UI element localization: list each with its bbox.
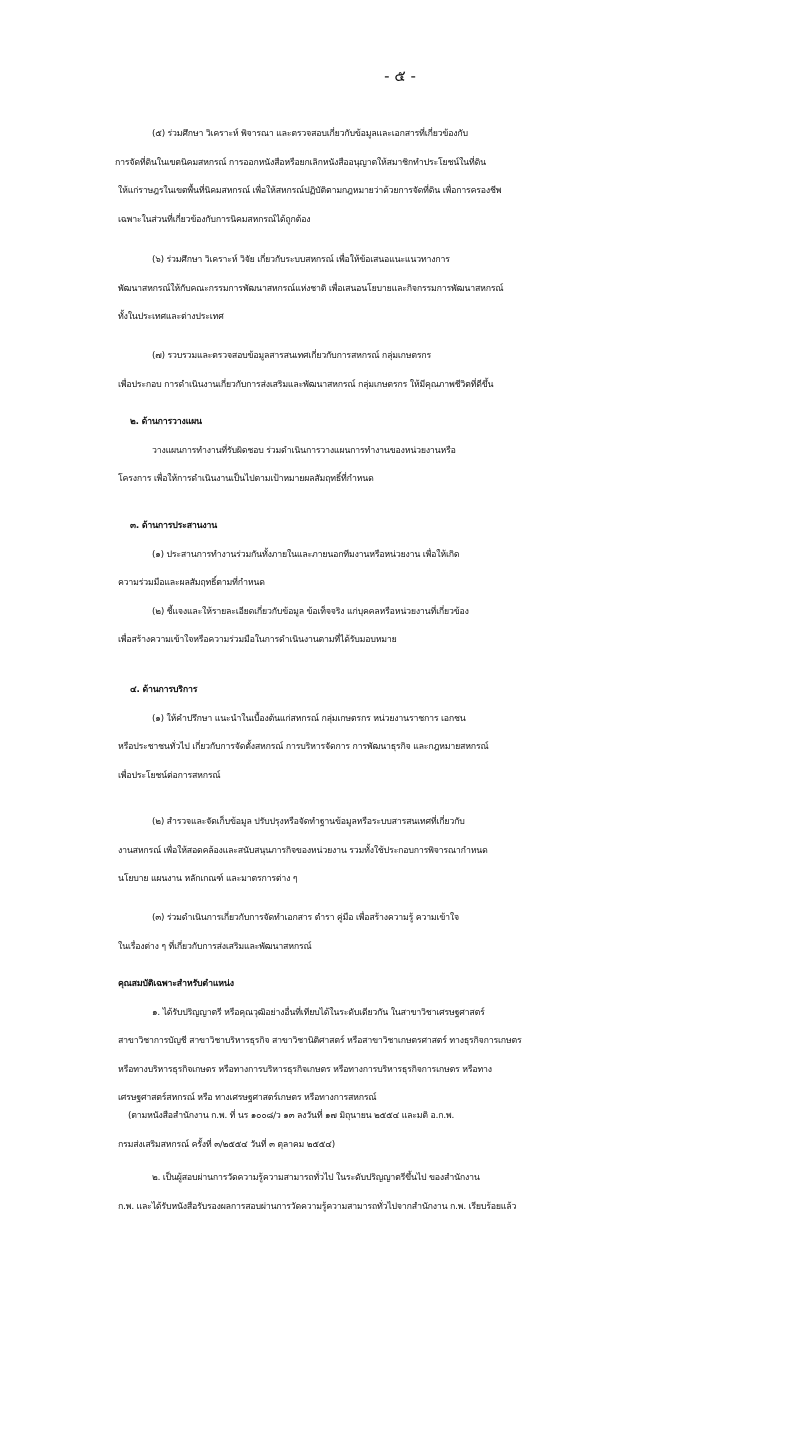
- text-line: เพื่อประกอบ การดำเนินงานเกี่ยวกับการส่งเสริมและพัฒนาสหกรณ์ กลุ่มเกษตรกร ให้มีคุณภาพชีวิตที่ดีขึ้น: [118, 379, 494, 390]
- text-line: โครงการ เพื่อให้การดำเนินงานเป็นไปตามเป้าหมายผลสัมฤทธิ์ที่กำหนด: [118, 474, 374, 484]
- qualifications-item-2: [118, 1164, 798, 1221]
- text-line: (๒) สำรวจและจัดเก็บข้อมูล ปรับปรุงหรือจัดทำฐานข้อมูลหรือระบบสารสนเทศที่เกี่ยวกับ: [152, 817, 465, 827]
- text-line: ในเรื่องต่าง ๆ ที่เกี่ยวกับการส่งเสริมและพัฒนาสหกรณ์: [118, 941, 312, 952]
- text-line: (๑) ให้คำปรึกษา แนะนำในเบื้องต้นแก่สหกรณ์ กลุ่มเกษตรกร หน่วยงานราชการ เอกชน: [152, 713, 466, 724]
- text-line: (๖) ร่วมศึกษา วิเคราะห์ วิจัย เกี่ยวกับระบบสหกรณ์ เพื่อให้ข้อเสนอแนะแนวทางการ: [152, 255, 450, 265]
- text-line: (๒) ชี้แจงและให้รายละเอียดเกี่ยวกับข้อมูล ข้อเท็จจริง แก่บุคคลหรือหน่วยงานที่เกี่ยวข้อง: [152, 606, 469, 617]
- text-line: สาขาวิชาการบัญชี สาขาวิชาบริหารธุรกิจ สาขาวิชานิติศาสตร์ หรือสาขาวิชาเกษตรศาสตร์ ทางธุรกิจการเกษตร: [118, 1036, 522, 1046]
- text-line: (๗) รวบรวมและตรวจสอบข้อมูลสารสนเทศเกี่ยวกับการสหกรณ์ กลุ่มเกษตรกร: [152, 351, 432, 361]
- text-line: หรือประชาชนทั่วไป เกี่ยวกับการจัดตั้งสหกรณ์ การบริหารจัดการ การพัฒนาธุรกิจ และกฎหมายสหกรณ์: [118, 742, 489, 752]
- research-item-5: [115, 120, 798, 234]
- text-line: (ตามหนังสือสำนักงาน ก.พ. ที่ นร ๑๐๐๘/ว ๑๓ ลงวันที่ ๑๗ มิถุนายน ๒๕๕๔ และมติ อ.ก.พ.: [128, 1111, 455, 1121]
- text-line: ทั้งในประเทศและต่างประเทศ: [118, 312, 224, 322]
- qualifications-reference: [118, 1102, 798, 1159]
- coordination-section: [118, 512, 798, 655]
- qualifications-section: [118, 970, 798, 1113]
- text-line: ให้แก่ราษฎรในเขตพื้นที่นิคมสหกรณ์ เพื่อให้สหกรณ์ปฏิบัติตามกฎหมายว่าด้วยการจัดที่ดิน เพื่อการครองชีพ: [118, 186, 502, 196]
- text-line: เศรษฐศาสตร์สหกรณ์ หรือ ทางเศรษฐศาสตร์เกษตร หรือทางการสหกรณ์: [118, 1093, 377, 1103]
- planning-section: [118, 408, 798, 494]
- section-heading: ๒. ด้านการวางแผน: [130, 417, 202, 427]
- text-line: เฉพาะในส่วนที่เกี่ยวข้องกับการนิคมสหกรณ์ได้ถูกต้อง: [118, 214, 311, 225]
- text-line: ก.พ. และได้รับหนังสือรับรองผลการสอบผ่านการวัดความรู้ความสามารถทั่วไปจากสำนักงาน ก.พ. เรียบร้อยแล้ว: [118, 1201, 517, 1212]
- text-line: การจัดที่ดินในเขตนิคมสหกรณ์ การออกหนังสือหรือยกเลิกหนังสืออนุญาตให้สมาชิกทำประโยชน์ในที่ดิน: [115, 157, 486, 168]
- research-item-6: [118, 246, 798, 332]
- section-heading: ๓. ด้านการประสานงาน: [130, 521, 218, 531]
- text-line: หรือทางบริหารธุรกิจเกษตร หรือทางการบริหารธุรกิจเกษตร หรือทางการบริหารธุรกิจการเกษตร หรือทาง: [118, 1064, 492, 1075]
- text-line: วางแผนการทำงานที่รับผิดชอบ ร่วมดำเนินการวางแผนการทำงานของหน่วยงานหรือ: [152, 445, 456, 456]
- text-line: ความร่วมมือและผลสัมฤทธิ์ตามที่กำหนด: [118, 578, 265, 588]
- text-line: เพื่อประโยชน์ต่อการสหกรณ์: [118, 770, 221, 781]
- research-item-7: [118, 342, 798, 399]
- text-line: งานสหกรณ์ เพื่อให้สอดคล้องและสนับสนุนภารกิจของหน่วยงาน รวมทั้งใช้ประกอบการพิจารณากำหนด: [118, 845, 488, 856]
- section-heading: คุณสมบัติเฉพาะสำหรับตำแหน่ง: [118, 979, 234, 989]
- text-line: นโยบาย แผนงาน หลักเกณฑ์ และมาตรการต่าง ๆ: [118, 874, 298, 884]
- text-line: (๕) ร่วมศึกษา วิเคราะห์ พิจารณา และตรวจสอบเกี่ยวกับข้อมูลและเอกสารที่เกี่ยวข้องกับ: [152, 129, 468, 139]
- section-heading: ๔. ด้านการบริการ: [130, 685, 198, 695]
- text-line: เพื่อสร้างความเข้าใจหรือความร่วมมือในการดำเนินงานตามที่ได้รับมอบหมาย: [118, 635, 397, 645]
- service-section: [118, 676, 798, 790]
- text-line: ๒. เป็นผู้สอบผ่านการวัดความรู้ความสามารถทั่วไป ในระดับปริญญาตรีขึ้นไป ของสำนักงาน: [152, 1173, 480, 1183]
- page-number: - ๕ -: [384, 67, 416, 85]
- text-line: พัฒนาสหกรณ์ให้กับคณะกรรมการพัฒนาสหกรณ์แห่งชาติ เพื่อเสนอนโยบายและกิจกรรมการพัฒนาสหกรณ์: [118, 283, 504, 294]
- text-line: กรมส่งเสริมสหกรณ์ ครั้งที่ ๓/๒๕๕๔ วันที่ ๓ ตุลาคม ๒๕๕๔): [118, 1139, 335, 1150]
- service-item-2: [118, 808, 798, 894]
- service-item-3: [118, 904, 798, 961]
- text-line: (๑) ประสานการทำงานร่วมกันทั้งภายในและภายนอกทีมงานหรือหน่วยงาน เพื่อให้เกิด: [152, 549, 460, 560]
- text-line: ๑. ได้รับปริญญาตรี หรือคุณวุฒิอย่างอื่นที่เทียบได้ในระดับเดียวกัน ในสาขาวิชาเศรษฐศาสตร์: [152, 1007, 485, 1018]
- text-line: (๓) ร่วมดำเนินการเกี่ยวกับการจัดทำเอกสาร ตำรา คู่มือ เพื่อสร้างความรู้ ความเข้าใจ: [152, 913, 459, 923]
